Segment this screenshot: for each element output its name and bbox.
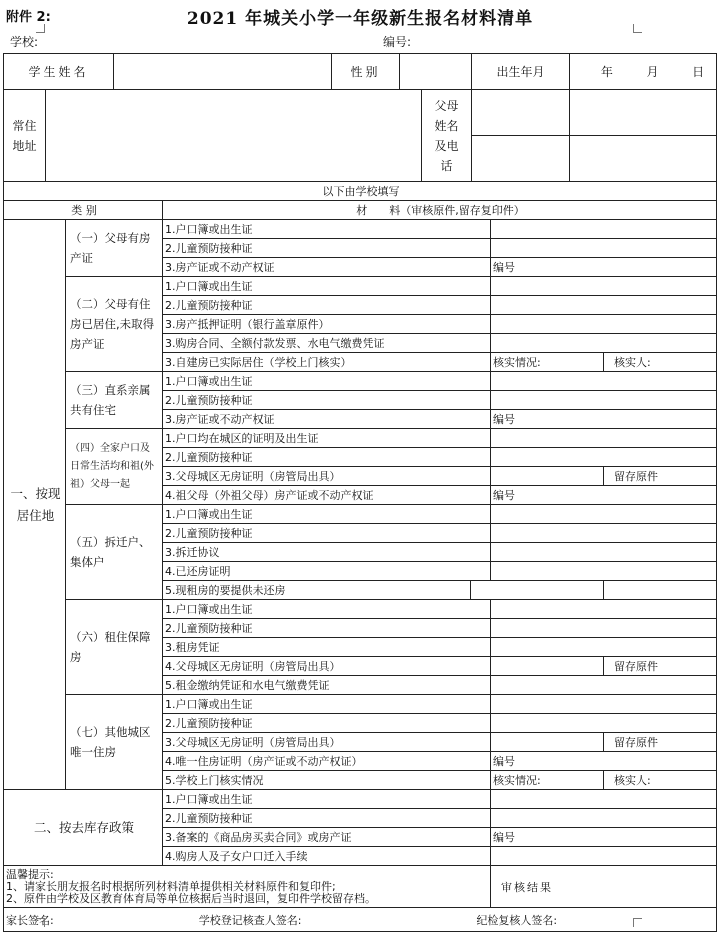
page-title: 2021 年城关小学一年级新生报名材料清单: [186, 9, 534, 29]
material-row: 1.户口簿或出生证: [163, 695, 491, 714]
materials-table: [3, 181, 717, 932]
signature-row: [4, 908, 717, 932]
parent-signature-label: 家长签名:: [6, 913, 54, 927]
review-signature-label: 纪检复核人签名:: [476, 913, 558, 927]
verifier-cell: 核实人:: [604, 771, 717, 790]
crop-mark: [633, 918, 642, 927]
material-row: 3.自建房已实际居住（学校上门核实）: [163, 353, 491, 372]
materials-header: 材 料（审核原件,留存复印件）: [163, 201, 717, 220]
crop-mark: [36, 918, 45, 927]
school-label: 学校:: [10, 35, 39, 49]
material-row: 3.备案的《商品房买卖合同》或房产证: [163, 828, 491, 847]
verify-cell: 核实情况:: [491, 353, 604, 372]
material-row: 3.房产抵押证明（银行盖章原件）: [163, 315, 491, 334]
material-row: 5.现租房的要提供未还房: [163, 581, 471, 600]
material-row: 4.已还房证明: [163, 562, 491, 581]
material-row: 3.房产证或不动产权证: [163, 410, 491, 429]
material-row: 4.父母城区无房证明（房管局出具）: [163, 657, 491, 676]
material-row: 3.租房凭证: [163, 638, 491, 657]
group-destock-policy: 二、按去库存政策: [4, 790, 163, 866]
keep-original-cell: 留存原件: [604, 657, 717, 676]
school-signature-label: 学校登记核查人签名:: [198, 913, 302, 927]
material-row: 2.儿童预防接种证: [163, 809, 491, 828]
number-cell: 编号: [491, 828, 717, 847]
address-field[interactable]: [46, 90, 422, 182]
material-row: 2.儿童预防接种证: [163, 448, 491, 467]
material-row: 3.房产证或不动产权证: [163, 258, 491, 277]
subcat-no-certificate: （二）父母有住房已居住,未取得房产证: [66, 277, 163, 372]
material-row: 3.购房合同、全额付款发票、水电气缴费凭证: [163, 334, 491, 353]
keep-original-cell: 留存原件: [604, 733, 717, 752]
material-row: 1.户口簿或出生证: [163, 372, 491, 391]
material-row: 1.户口簿或出生证: [163, 220, 491, 239]
material-row: 5.租金缴纳凭证和水电气缴费凭证: [163, 676, 491, 695]
crop-mark: [633, 24, 642, 33]
parent1-phone-field[interactable]: [570, 90, 717, 136]
tips-line-1: 1、请家长朋友报名时根据所列材料清单提供相关材料原件和复印件;: [6, 879, 336, 893]
material-row: 2.儿童预防接种证: [163, 524, 491, 543]
student-name-label: 学生姓名: [4, 54, 114, 90]
student-info-table: [3, 53, 717, 182]
address-label: 常住地址: [4, 90, 46, 182]
group-by-residence: 一、按现居住地: [4, 220, 66, 790]
number-label: 编号:: [383, 35, 412, 49]
student-name-field[interactable]: [114, 54, 332, 90]
material-row: 4.唯一住房证明（房产证或不动产权证）: [163, 752, 491, 771]
month-label: 月: [646, 65, 659, 79]
gender-label: 性别: [332, 54, 400, 90]
birth-label: 出生年月: [472, 54, 570, 90]
parent2-name-field[interactable]: [472, 136, 570, 182]
material-row: 2.儿童预防接种证: [163, 296, 491, 315]
number-cell: 编号: [491, 410, 717, 429]
material-row: 2.儿童预防接种证: [163, 714, 491, 733]
material-row: 3.父母城区无房证明（房管局出具）: [163, 733, 491, 752]
category-header: 类 别: [4, 201, 163, 220]
verify-cell: 核实情况:: [491, 771, 604, 790]
tips-title: 温馨提示:: [6, 867, 54, 881]
number-cell: 编号: [491, 258, 717, 277]
attachment-label: 附件 2:: [6, 10, 51, 25]
material-row: 4.购房人及子女户口迁入手续: [163, 847, 491, 866]
review-result: 审核结果: [491, 866, 717, 908]
subcat-relocated: （五）拆迁户、集体户: [66, 505, 163, 600]
subcat-rental-housing: （六）租住保障房: [66, 600, 163, 695]
material-row: 1.户口簿或出生证: [163, 790, 491, 809]
material-row: 1.户口簿或出生证: [163, 600, 491, 619]
number-cell: 编号: [491, 486, 717, 505]
subcat-other-district: （七）其他城区唯一住房: [66, 695, 163, 790]
parent2-phone-field[interactable]: [570, 136, 717, 182]
material-row: 1.户口均在城区的证明及出生证: [163, 429, 491, 448]
tips-line-2: 2、原件由学校及区教育体育局等单位核据后当时退回，复印件学校留存档。: [6, 891, 376, 905]
material-row: 3.拆迁协议: [163, 543, 491, 562]
parents-label: 父母 姓名 及电 话: [422, 90, 472, 182]
material-row: 4.祖父母（外祖父母）房产证或不动产权证: [163, 486, 491, 505]
tips-box: [4, 866, 491, 908]
subcat-own-property: （一）父母有房产证: [66, 220, 163, 277]
crop-mark: [36, 24, 45, 33]
parent1-name-field[interactable]: [472, 90, 570, 136]
year-label: 年: [600, 65, 613, 79]
gender-field[interactable]: [400, 54, 472, 90]
day-label: 日: [692, 65, 705, 79]
verifier-cell: 核实人:: [604, 353, 717, 372]
number-cell: 编号: [491, 752, 717, 771]
keep-original-cell: 留存原件: [604, 467, 717, 486]
subcat-relatives-property: （三）直系亲属共有住宅: [66, 372, 163, 429]
section-note: 以下由学校填写: [4, 182, 717, 201]
material-row: 2.儿童预防接种证: [163, 619, 491, 638]
subcat-grandparents: （四）全家户口及日常生活均和祖(外祖）父母一起: [66, 429, 163, 505]
birth-field[interactable]: [570, 54, 717, 90]
material-row: 2.儿童预防接种证: [163, 239, 491, 258]
material-row: 2.儿童预防接种证: [163, 391, 491, 410]
material-row: 5.学校上门核实情况: [163, 771, 491, 790]
material-row: 1.户口簿或出生证: [163, 505, 491, 524]
material-row: 1.户口簿或出生证: [163, 277, 491, 296]
material-row: 3.父母城区无房证明（房管局出具）: [163, 467, 491, 486]
